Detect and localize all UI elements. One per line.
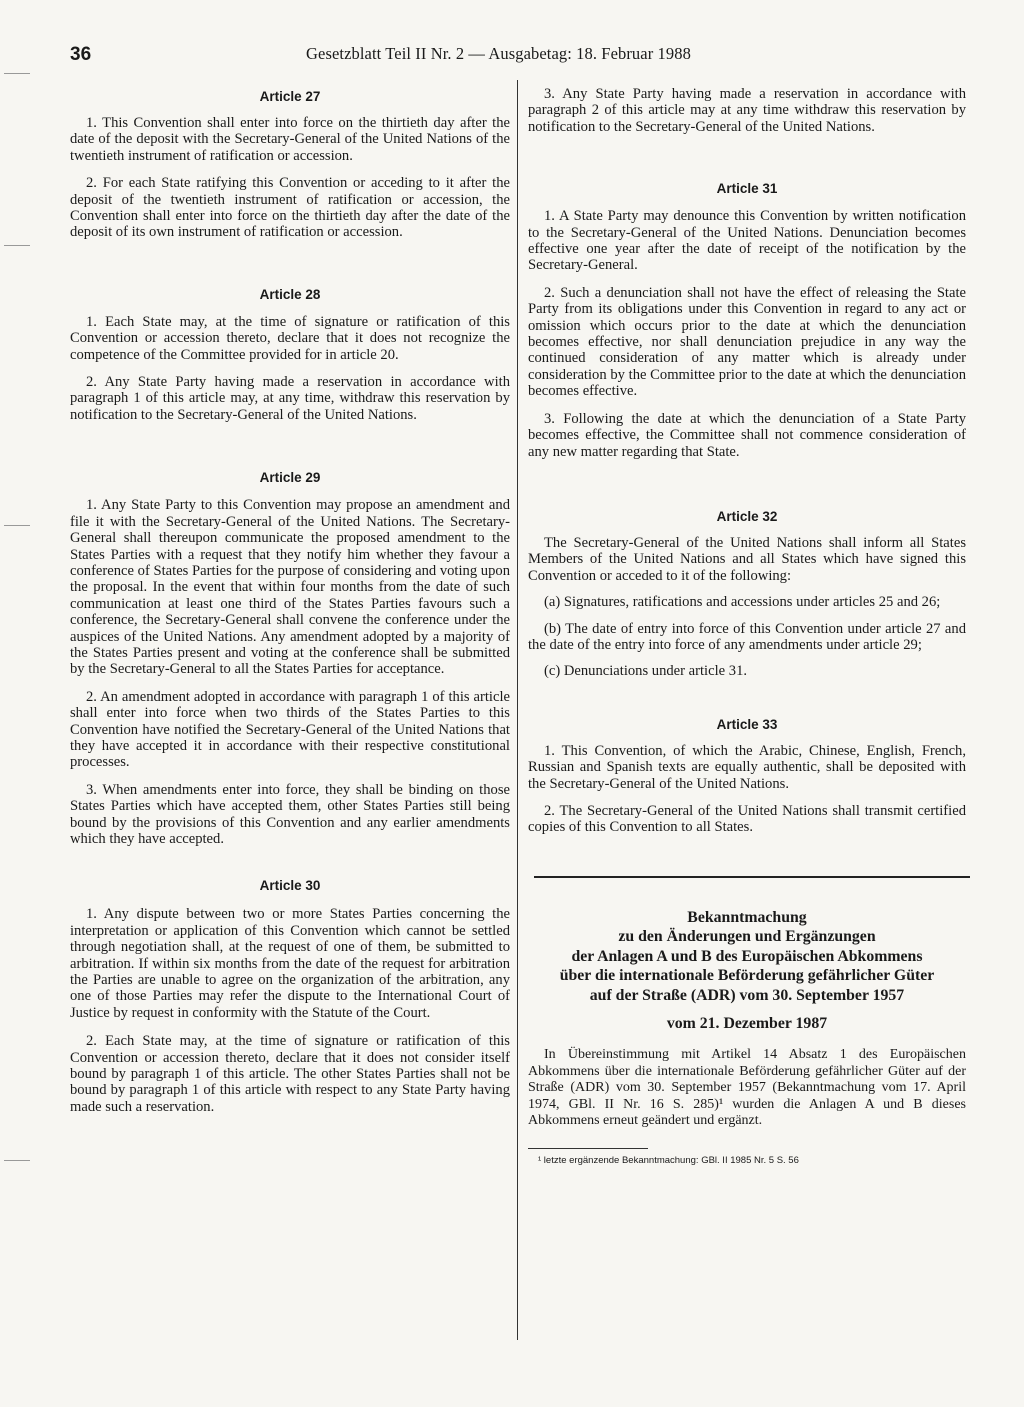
margin-mark [4,245,30,246]
article-32-heading: Article 32 [716,508,778,524]
article-28-heading: Article 28 [259,286,321,302]
article-31-para-1: 1. A State Party may denounce this Convention by written notification to the Secretary-General of the United Nations. Denunciation becomes effective one year after the date of receipt of the notification by the Secretary-General. [528,208,966,274]
article-30-para-3: 3. Any State Party having made a reservation in accordance with paragraph 2 of this article may at any time withdraw this reservation by notification to the Secretary-General of the United Nations. [528,86,966,135]
article-31-para-2: 2. Such a denunciation shall not have the effect of releasing the State Party from its obligations under this Convention in regard to any act or omission which occurs prior to the date at which the denunciation becomes effective, nor shall denunciation prejudice in any way the continued consideration of any matter which is already under consideration by the Committee prior to the date at which the denunciation becomes effective. [528,284,966,400]
running-head: Gesetzblatt Teil II Nr. 2 — Ausgabetag: 18. Februar 1988 [306,44,691,63]
margin-mark [4,73,30,74]
notice-title-line: auf der Straße (ADR) vom 30. September 1957 [589,986,905,1004]
right-column [528,84,966,1169]
article-32-item-c: (c) Denunciations under article 31. [544,663,748,680]
notice-date: vom 21. Dezember 1987 [666,1015,828,1033]
article-28-para-2: 2. Any State Party having made a reservation in accordance with paragraph 1 of this article may, at any time, withdraw this reservation by notification to the Secretary-General of the United Nations. [70,374,510,423]
margin-mark [4,525,30,526]
article-33-para-1: 1. This Convention, of which the Arabic, Chinese, English, French, Russian and Spanish texts are equally authentic, shall be deposited with the Secretary-General of the United Nations. [528,742,966,792]
notice-body: In Übereinstimmung mit Artikel 14 Absatz 1 des Europäischen Abkommens über die internationale Beförderung gefährlicher Güter auf der Straße (ADR) vom 30. September 1957 (Bekanntmachung vom 17. April 1974, GBl. II Nr. 16 S. 285)¹ wurden die Anlagen A und B dieses Abkommens erneut geändert und ergänzt. [528,1047,966,1129]
article-27-heading: Article 27 [259,89,321,104]
article-30-para-2: 2. Each State may, at the time of signature or ratification of this Convention or accession thereto, declare that it does not consider itself bound by paragraph 1 of this article. The other States Parties shall not be bound by paragraph 1 of this article with respect to any State Party having made such a reservation. [70,1033,510,1115]
article-33-para-2: 2. The Secretary-General of the United Nations shall transmit certified copies of this Convention to all States. [528,802,966,836]
article-33-heading: Article 33 [716,716,778,732]
article-32-item-a: (a) Signatures, ratifications and accessions under articles 25 and 26; [544,594,941,611]
article-27-para-1: 1. This Convention shall enter into force on the thirtieth day after the date of the deposit with the Secretary-General of the United Nations of the twentieth instrument of ratification or accession. [70,115,510,164]
article-30-para-1: 1. Any dispute between two or more States Parties concerning the interpretation or application of this Convention which cannot be settled through negotiation shall, at the request of one of them, be submitted to arbitration. If within six months from the date of the request for arbitration the Parties are unable to agree on the organization of the arbitration, any one of those Parties may refer the dispute to the International Court of Justice by request in conformity with the Statute of the Court. [70,906,510,1021]
page-number: 36 [70,44,92,65]
notice-title-line: zu den Änderungen und Ergänzungen [618,928,876,946]
left-column [70,84,510,1115]
article-31-heading: Article 31 [716,181,778,197]
article-29-heading: Article 29 [259,470,321,486]
column-divider [517,80,518,1340]
article-32-item-b: (b) The date of entry into force of this Convention under article 27 and the date of the entry into force of any amendments under article 29; [528,620,966,653]
page-header [0,40,1024,70]
notice-separator [534,876,970,878]
article-29-para-3: 3. When amendments enter into force, they shall be binding on those States Parties which have accepted them, other States Parties still being bound by the provisions of this Convention and any earlier amendments which they have accepted. [70,781,510,847]
notice-title-line: über die internationale Beförderung gefährlicher Güter [559,967,935,985]
footnote-rule [528,1148,648,1149]
article-29-para-1: 1. Any State Party to this Convention may propose an amendment and file it with the Secretary-General of the United Nations. The Secretary-General shall thereupon communicate the proposed amendment to the States Parties with a request that they notify him whether they favour a conference of States Parties for the purpose of considering and voting upon the proposal. In the event that within four months from the date of such communication at least one third of the States Parties favours such a conference, the Secretary-General shall convene the conference under the auspices of the United Nations. Any amendment adopted by a majority of the States Parties present and voting at the conference shall be submitted by the Secretary-General to all the States Parties for acceptance. [70,497,510,678]
article-31-para-3: 3. Following the date at which the denunciation of a State Party becomes effective, the Committee shall not commence consideration of any new matter regarding that State. [528,410,966,460]
notice-title-line: Bekanntmachung [687,908,807,926]
article-29-para-2: 2. An amendment adopted in accordance with paragraph 1 of this article shall enter into force when two thirds of the States Parties to this Convention have notified the Secretary-General of the United Nations that they have accepted it in accordance with their respective constitutional processes. [70,688,510,771]
margin-mark [4,1160,30,1161]
article-30-heading: Article 30 [259,878,321,894]
article-27-para-2: 2. For each State ratifying this Convention or acceding to it after the deposit of the twentieth instrument of ratification or accession, the Convention shall enter into force on the thirtieth day after the date of the deposit of its own instrument of ratification or accession. [70,175,510,241]
notice-title [528,908,966,1006]
article-32-intro: The Secretary-General of the United Nations shall inform all States Members of the United Nations and all States which have signed this Convention or acceded to it of the following: [528,534,966,584]
notice-title-line: der Anlagen A und B des Europäischen Abkommens [571,947,923,965]
footnote: ¹ letzte ergänzende Bekanntmachung: GBl. II 1985 Nr. 5 S. 56 [538,1154,799,1166]
article-28-para-1: 1. Each State may, at the time of signature or ratification of this Convention or accession thereto, declare that it does not recognize the competence of the Committee provided for in article 20. [70,313,510,363]
